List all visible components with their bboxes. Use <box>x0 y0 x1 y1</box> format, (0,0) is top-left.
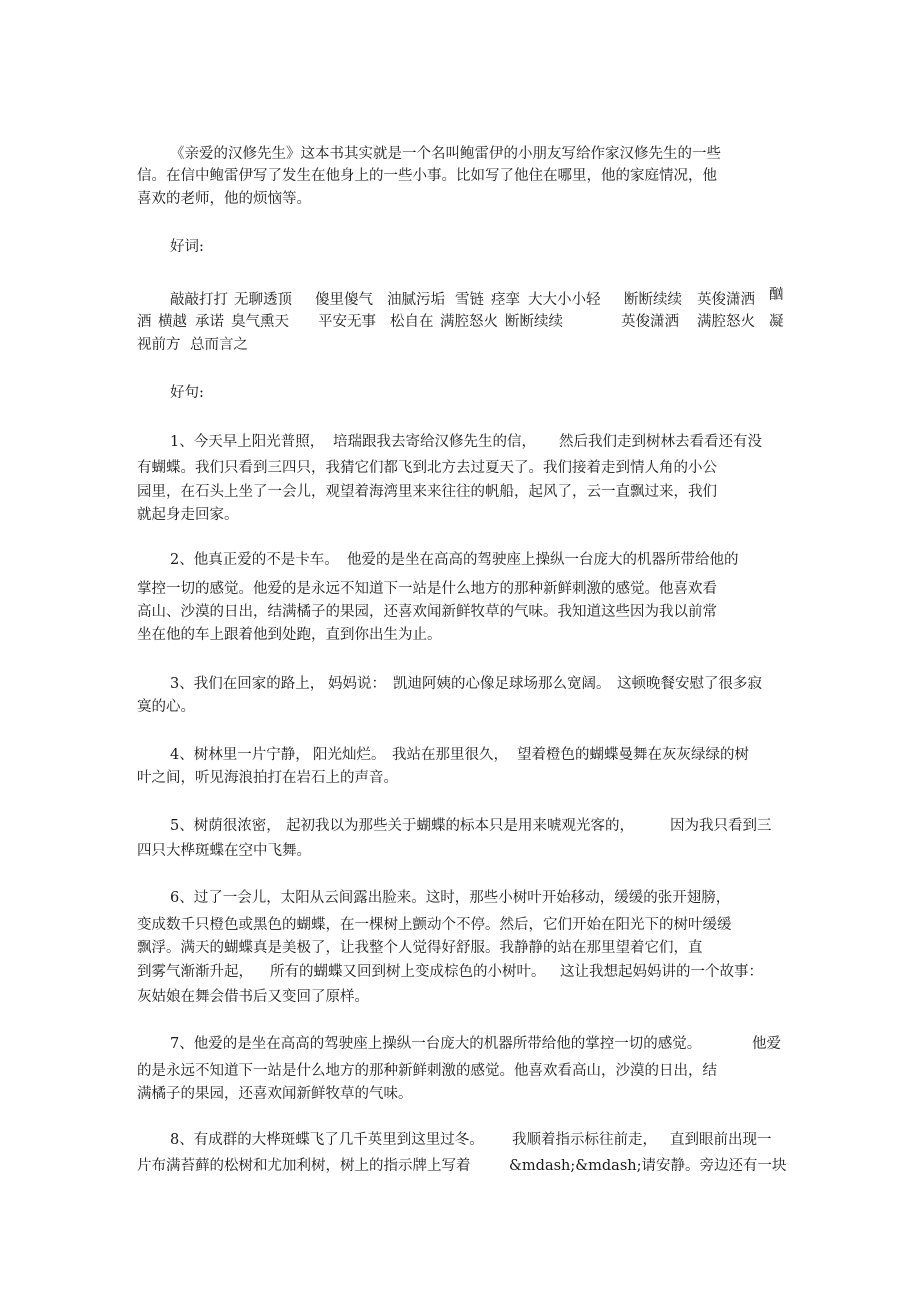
good-words-heading: 好词: <box>170 239 204 255</box>
word-item: 无聊透顶 <box>234 292 292 308</box>
sentence-4-part: 4、树林里一片宁静， <box>170 747 310 763</box>
sentence-3-part: 3、我们在回家的路上， <box>170 676 325 692</box>
sentence-2-part: 2、他真正爱的不是卡车。 <box>170 552 339 568</box>
word-item: 痉挛 <box>491 292 520 308</box>
sentence-6-part: 这让我想起妈妈讲的一个故事： <box>560 964 763 980</box>
sentence-5-part: 起初我以为那些关于蝴蝶的标本只是用来唬观光客的， <box>286 818 634 834</box>
word-item: 满腔怒火 <box>697 314 755 330</box>
sentence-8-part: &mdash;&mdash;请安静。旁边还有一块 <box>509 1158 787 1174</box>
word-item: 承诺 <box>195 314 224 330</box>
word-item: 大大小小轻 <box>528 292 601 308</box>
sentence-6-part: 所有的蝴蝶又回到树上变成棕色的小树叶。 <box>270 964 546 980</box>
sentence-2-line: 高山、沙漠的日出，结满橘子的果园，还喜欢闻新鲜牧草的气味。我知道这些因为我以前常 <box>137 604 717 620</box>
intro-line-1: 《亲爱的汉修先生》这本书其实就是一个名叫鲍雷伊的小朋友写给作家汉修先生的一些 <box>170 146 721 162</box>
sentence-1-line: 园里，在石头上坐了一会儿，观望着海湾里来来往往的帆船，起风了，云一直飘过来，我们 <box>137 484 717 500</box>
word-item: 松自在 <box>390 314 434 330</box>
word-item: 酒 <box>137 314 152 330</box>
sentence-7-part: 7、他爱的是坐在高高的驾驶座上操纵一台庞大的机器所带给他的掌控一切的感觉。 <box>170 1036 702 1052</box>
sentence-8-part: 片布满苔藓的松树和尤加利树，树上的指示牌上写着 <box>137 1158 471 1174</box>
sentence-4-part: 阳光灿烂。 <box>313 747 386 763</box>
word-item: 视前方 <box>137 337 181 353</box>
sentence-2-part: 他爱的是坐在高高的驾驶座上操纵一台庞大的机器所带给他的 <box>347 552 739 568</box>
word-item: 傻里傻气 <box>315 292 373 308</box>
sentence-3-part: 这顿晚餐安慰了很多寂 <box>617 676 762 692</box>
word-item: 英俊潇洒 <box>621 314 679 330</box>
word-item: 断断续续 <box>624 292 682 308</box>
word-item: 油腻污垢 <box>387 292 445 308</box>
sentence-1-part: 1、今天早上阳光普照， <box>170 434 325 450</box>
sentence-6-line: 6、过了一会儿，太阳从云间露出脸来。这时，那些小树叶开始移动，缓缓的张开翅膀， <box>170 890 731 906</box>
sentence-3-part: 妈妈说： <box>328 676 386 692</box>
sentence-8-part: 8、有成群的大桦斑蝶飞了几千英里到这里过冬。 <box>170 1132 484 1148</box>
word-item: 总而言之 <box>190 337 248 353</box>
sentence-4-part: 望着橙色的蝴蝶曼舞在灰灰绿绿的树 <box>517 747 749 763</box>
intro-line-3: 喜欢的老师，他的烦恼等。 <box>137 191 311 207</box>
word-item: 平安无事 <box>318 314 376 330</box>
sentence-2-line: 掌控一切的感觉。他爱的是永远不知道下一站是什么地方的那种新鲜刺激的感觉。他喜欢看 <box>137 581 717 597</box>
word-item: 断断续续 <box>505 314 563 330</box>
sentence-3-line: 寞的心。 <box>137 699 195 715</box>
word-item: 臭气熏天 <box>231 314 289 330</box>
sentence-1-line: 有蝴蝶。我们只看到三四只，我猜它们都飞到北方去过夏天了。我们接着走到情人角的小公 <box>137 460 717 476</box>
sentence-5-line: 四只大桦斑蝶在空中飞舞。 <box>137 843 311 859</box>
sentence-1-part: 然后我们走到树林去看看还有没 <box>559 434 762 450</box>
sentence-7-line: 的是永远不知道下一站是什么地方的那种新鲜刺激的感觉。他喜欢看高山，沙漠的日出，结 <box>137 1063 717 1079</box>
intro-line-2: 信。在信中鲍雷伊写了发生在他身上的一些小事。比如写了他住在哪里，他的家庭情况，他 <box>137 168 717 184</box>
sentence-1-part: 培瑞跟我去寄给汉修先生的信， <box>333 434 536 450</box>
sentence-7-part: 他爱 <box>752 1036 781 1052</box>
sentence-6-line: 灰姑娘在舞会借书后又变回了原样。 <box>137 989 369 1005</box>
good-sentences-heading: 好句: <box>170 385 204 401</box>
word-item: 雪链 <box>455 292 484 308</box>
word-item: 酗 <box>769 287 784 303</box>
sentence-4-line: 叶之间，听见海浪拍打在岩石上的声音。 <box>137 770 398 786</box>
sentence-5-part: 因为我只看到三 <box>670 818 772 834</box>
sentence-3-part: 凯迪阿姨的心像足球场那么宽阔。 <box>393 676 611 692</box>
sentence-1-line: 就起身走回家。 <box>137 507 239 523</box>
sentence-6-line: 变成数千只橙色或黑色的蝴蝶，在一棵树上颤动个不停。然后，它们开始在阳光下的树叶缓缓 <box>137 917 732 933</box>
sentence-4-part: 我站在那里很久， <box>392 747 508 763</box>
word-item: 横越 <box>158 314 187 330</box>
word-item: 凝 <box>769 314 784 330</box>
sentence-5-part: 5、树荫很浓密， <box>170 818 281 834</box>
sentence-7-line: 满橘子的果园，还喜欢闻新鲜牧草的气味。 <box>137 1086 413 1102</box>
word-item: 敲敲打打 <box>170 292 228 308</box>
sentence-8-part: 直到眼前出现一 <box>670 1132 772 1148</box>
word-item: 满腔怒火 <box>440 314 498 330</box>
sentence-6-line: 飘浮。满天的蝴蝶真是美极了，让我整个人觉得好舒服。我静静的站在那里望着它们，直 <box>137 940 703 956</box>
sentence-8-part: 我顺着指示标往前走， <box>512 1132 657 1148</box>
word-item: 英俊潇洒 <box>697 292 755 308</box>
sentence-2-line: 坐在他的车上跟着他到处跑，直到你出生为止。 <box>137 627 442 643</box>
sentence-6-part: 到雾气渐渐升起， <box>137 964 253 980</box>
